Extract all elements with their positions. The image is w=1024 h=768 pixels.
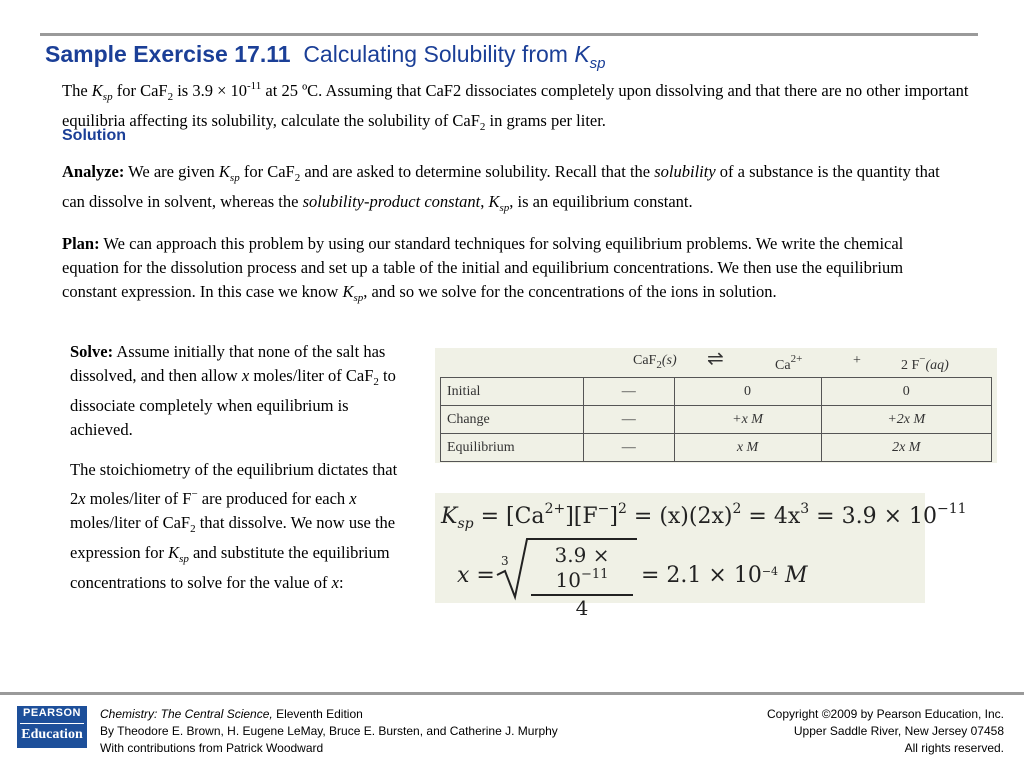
row-label: Equilibrium [441, 434, 584, 462]
title-text: Calculating Solubility from [303, 41, 568, 67]
product1-header: $Ca^{2+}$ [775, 353, 803, 373]
title-k: K [574, 41, 590, 67]
solubility-result: = $2.1 \times 10^{-4}$ M [641, 563, 808, 588]
cell: — [584, 434, 675, 462]
analyze-paragraph: Analyze: We are given $K_{sp}$ for CaF$_2$ and are asked to determine solubility. Recall that the solubility of a substance is the quantity that can dissolve in solvent, whereas the solubility-product constant, $K_{sp}$, is an equilibrium constant. [62, 162, 940, 214]
problem-statement: The $K_{sp}$ for CaF$_2$ is $3.9 \times 10^{-11}$ at 25 ºC. Assuming that CaF2 dissociates completely upon dissolving and that there are no other important equilibria affecting its solubility, calculate the solubility of CaF$_2$ in grams per liter. [62, 80, 969, 133]
logo-bar [20, 723, 84, 724]
book-credits [100, 706, 558, 757]
reactant-header: CaF$_2$(s) [633, 353, 677, 371]
ksp-expression: $K_{sp} = [Ca^{2+}][F^-]^2 = (x)(2x)^2 = 4x^3 = 3.9 \times 10^{-11}$ [441, 501, 967, 532]
fraction [531, 543, 633, 620]
exercise-label: Sample Exercise 17.11 [45, 41, 291, 67]
cell: — [584, 378, 675, 406]
cell: x M [674, 434, 821, 462]
cell: +2x M [821, 406, 991, 434]
root-index: 3 [501, 554, 509, 568]
solution-heading: Solution [62, 127, 126, 144]
pearson-logo [17, 706, 87, 748]
cell: 2x M [821, 434, 991, 462]
solve-paragraph: Solve: Assume initially that none of the salt has dissolved, and then allow x moles/liter of CaF$_2$ to dissociate completely when equilibrium is achieved. [70, 342, 396, 439]
row-label: Initial [441, 378, 584, 406]
title-sp: sp [589, 55, 606, 72]
equilibrium-arrow: ⇌ [707, 348, 724, 370]
ice-table [440, 377, 992, 462]
edition: Eleventh Edition [276, 707, 363, 721]
numerator: $3.9 \times 10^{-11}$ [531, 543, 633, 596]
book-title: Chemistry: The Central Science, [100, 707, 273, 721]
cell: — [584, 406, 675, 434]
copyright: Copyright ©2009 by Pearson Education, Inc. [767, 707, 1004, 721]
table-row [441, 378, 992, 406]
copyright-notice [767, 706, 1004, 757]
row-label: Change [441, 406, 584, 434]
ksp-equations [435, 493, 967, 620]
equilibrium-table [435, 348, 997, 463]
denominator: 4 [575, 596, 589, 620]
cell: 0 [821, 378, 991, 406]
table-row [441, 406, 992, 434]
table-row [441, 434, 992, 462]
logo-bottom: Education [21, 727, 83, 742]
cell: +x M [674, 406, 821, 434]
logo-top: PEARSON [23, 707, 81, 719]
bottom-divider [0, 692, 1024, 695]
authors: By Theodore E. Brown, H. Eugene LeMay, Bruce E. Bursten, and Catherine J. Murphy [100, 724, 558, 738]
product2-header: 2 F−(aq) [901, 353, 949, 373]
contributors: With contributions from Patrick Woodward [100, 741, 324, 755]
slide-title [45, 41, 606, 72]
top-divider [40, 33, 978, 36]
cell: 0 [674, 378, 821, 406]
plus-sign: + [853, 353, 861, 368]
location: Upper Saddle River, New Jersey 07458 [793, 724, 1004, 738]
rights: All rights reserved. [904, 741, 1004, 755]
stoichiometry-paragraph: The stoichiometry of the equilibrium dictates that 2x moles/liter of F− are produced for each x moles/liter of CaF$_2$ that dissolve. We now use the expression for $K_{sp}$ and substitute the equilibrium concentrations to solve for the value of x: [70, 460, 398, 592]
plan-paragraph: Plan: We can approach this problem by using our standard techniques for solving equilibrium problems. We write the chemical equation for the dissolution process and set up a table of the initial and equilibrium concentrations. We then use the equilibrium constant expression. In this case we know $K_{sp}$, and so we solve for the concentrations of the ions in solution. [62, 234, 904, 304]
x-label: x = [457, 563, 495, 588]
